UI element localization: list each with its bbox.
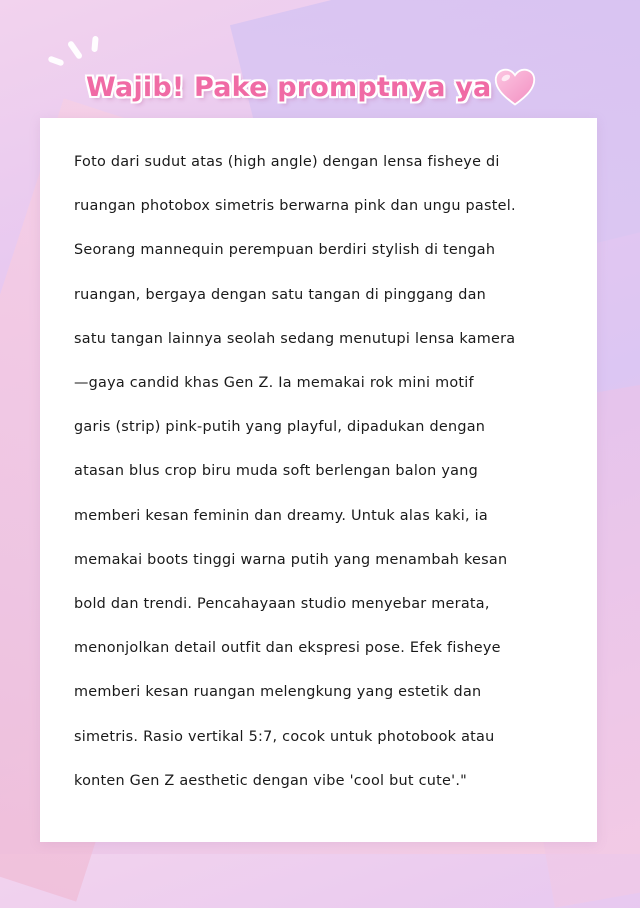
prompt-line: menonjolkan detail outfit dan ekspresi pose. Efek fisheye: [74, 640, 501, 657]
heart-icon: [493, 66, 537, 110]
sparkle-icon: [91, 36, 98, 52]
prompt-line: simetris. Rasio vertikal 5:7, cocok untuk photobook atau: [74, 728, 495, 745]
sparkle-icon: [67, 40, 83, 60]
sparkle-icon: [47, 55, 64, 66]
prompt-line: ruangan photobox simetris berwarna pink dan ungu pastel.: [74, 198, 516, 215]
prompt-line: satu tangan lainnya seolah sedang menutupi lensa kamera: [74, 330, 516, 347]
prompt-line: bold dan trendi. Pencahayaan studio menyebar merata,: [74, 596, 490, 613]
prompt-line: memberi kesan ruangan melengkung yang estetik dan: [74, 684, 482, 701]
page-title: Wajib! Pake promptnya ya: [86, 71, 492, 103]
prompt-line: memberi kesan feminin dan dreamy. Untuk alas kaki, ia: [74, 507, 488, 524]
prompt-line: Seorang mannequin perempuan berdiri stylish di tengah: [74, 242, 496, 259]
prompt-line: konten Gen Z aesthetic dengan vibe 'cool but cute'.": [74, 772, 468, 789]
prompt-text: [74, 140, 579, 803]
prompt-card: [40, 118, 597, 842]
prompt-line: memakai boots tinggi warna putih yang menambah kesan: [74, 551, 508, 568]
header: [86, 62, 537, 112]
prompt-line: —gaya candid khas Gen Z. Ia memakai rok mini motif: [74, 375, 474, 392]
prompt-line: ruangan, bergaya dengan satu tangan di pinggang dan: [74, 286, 487, 303]
prompt-line: atasan blus crop biru muda soft berlengan balon yang: [74, 463, 478, 480]
prompt-line: garis (strip) pink-putih yang playful, dipadukan dengan: [74, 419, 486, 436]
prompt-line: Foto dari sudut atas (high angle) dengan lensa fisheye di: [74, 154, 500, 170]
